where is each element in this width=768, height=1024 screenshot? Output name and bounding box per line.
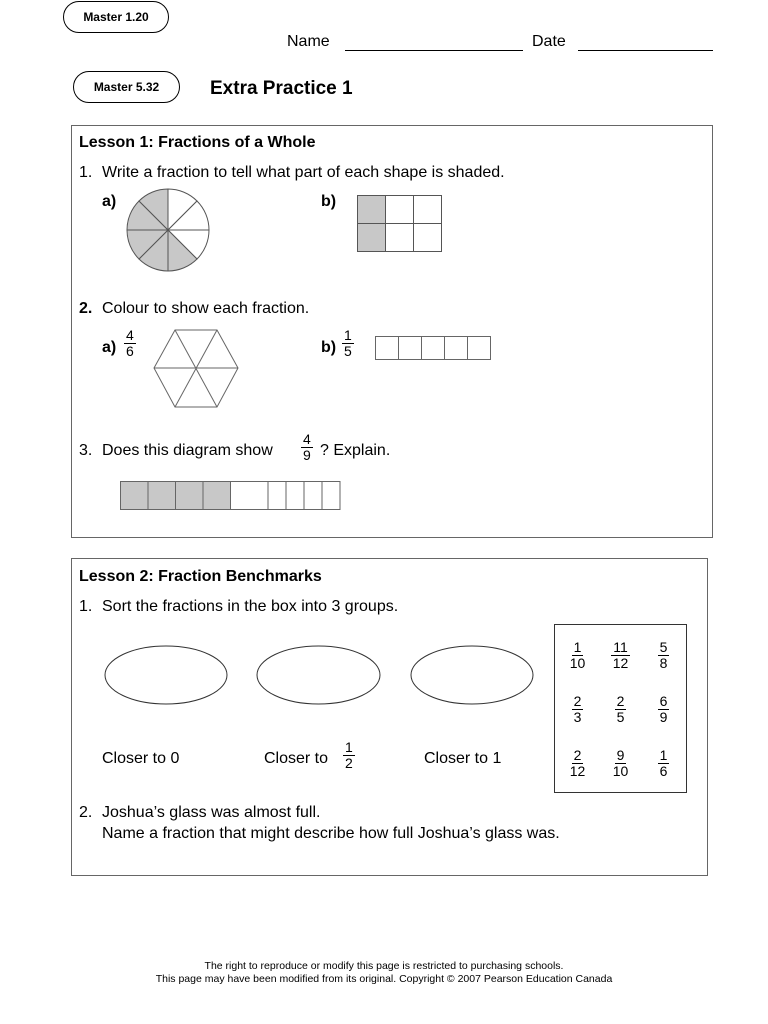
l1-q1-a-label: a) bbox=[102, 193, 117, 210]
sorting-ellipse-closer-to-1[interactable] bbox=[410, 645, 534, 705]
fractions-grid bbox=[556, 628, 685, 790]
fraction-item bbox=[556, 682, 599, 736]
page-title: Extra Practice 1 bbox=[210, 78, 353, 99]
lesson1-title: Lesson 1: Fractions of a Whole bbox=[79, 134, 316, 151]
master-badge-top: Master 1.20 bbox=[63, 1, 169, 33]
name-field[interactable] bbox=[345, 50, 523, 51]
shaded-rectangle-sixths bbox=[357, 195, 443, 253]
fraction-numerator: 5 bbox=[659, 638, 668, 655]
fraction-numerator: 2 bbox=[573, 746, 582, 763]
diagram-unequal-strip bbox=[120, 481, 342, 512]
l2-q1-text: Sort the fractions in the box into 3 groups. bbox=[102, 598, 399, 615]
fraction-numerator: 6 bbox=[659, 692, 668, 709]
l2-q2-line2: Name a fraction that might describe how full Joshua’s glass was. bbox=[102, 825, 560, 842]
l1-q3-text-after: ? Explain. bbox=[320, 442, 391, 459]
fraction-denominator: 12 bbox=[569, 762, 586, 779]
sorting-ellipse-closer-to-half[interactable] bbox=[256, 645, 381, 705]
fraction-item bbox=[642, 736, 685, 790]
l1-q1-number: 1. bbox=[79, 164, 93, 181]
fraction-numerator: 1 bbox=[659, 746, 668, 763]
fraction-denominator: 6 bbox=[126, 343, 134, 359]
l1-q2-number: 2. bbox=[79, 300, 93, 317]
fraction-denominator: 8 bbox=[659, 654, 668, 671]
fraction-denominator: 10 bbox=[612, 762, 629, 779]
fraction-four-ninths bbox=[301, 432, 313, 463]
fraction-item bbox=[642, 628, 685, 682]
l1-q2-a-label: a) bbox=[102, 339, 117, 356]
fraction-numerator: 2 bbox=[616, 692, 625, 709]
fraction-numerator: 2 bbox=[573, 692, 582, 709]
fraction-denominator: 5 bbox=[344, 343, 352, 359]
fraction-numerator: 1 bbox=[344, 327, 352, 343]
l1-q1-text: Write a fraction to tell what part of each shape is shaded. bbox=[102, 164, 505, 181]
fraction-numerator: 4 bbox=[303, 431, 311, 447]
fraction-item bbox=[599, 736, 642, 790]
fraction-four-sixths bbox=[124, 328, 136, 359]
lesson2-title: Lesson 2: Fraction Benchmarks bbox=[79, 568, 322, 585]
fraction-item bbox=[556, 628, 599, 682]
l1-q1-b-label: b) bbox=[321, 193, 337, 210]
l2-q1-number: 1. bbox=[79, 598, 93, 615]
footer-line-1: The right to reproduce or modify this page is restricted to purchasing schools. bbox=[204, 960, 564, 972]
fraction-item bbox=[556, 736, 599, 790]
fraction-numerator: 11 bbox=[613, 638, 628, 655]
fraction-denominator: 2 bbox=[345, 755, 353, 771]
fraction-denominator: 5 bbox=[616, 708, 625, 725]
fraction-denominator: 12 bbox=[612, 654, 629, 671]
l1-q2-b-label: b) bbox=[321, 339, 337, 356]
l2-q2-line1: Joshua’s glass was almost full. bbox=[102, 804, 321, 821]
name-label: Name bbox=[287, 33, 330, 50]
fraction-numerator: 9 bbox=[616, 746, 625, 763]
date-field[interactable] bbox=[578, 50, 713, 51]
group-label-closer-to-0: Closer to 0 bbox=[102, 750, 180, 767]
group-label-closer-to-half: Closer to bbox=[264, 750, 329, 767]
group-label-closer-to-1: Closer to 1 bbox=[424, 750, 502, 767]
fraction-numerator: 1 bbox=[573, 638, 582, 655]
fraction-numerator: 4 bbox=[126, 327, 134, 343]
date-label: Date bbox=[532, 33, 566, 50]
footer-line-2: This page may have been modified from its original. Copyright © 2007 Pearson Education Canada bbox=[155, 973, 613, 985]
fraction-item bbox=[642, 682, 685, 736]
fraction-denominator: 10 bbox=[569, 654, 586, 671]
shaded-circle-eighths bbox=[125, 187, 211, 273]
l1-q2-text: Colour to show each fraction. bbox=[102, 300, 310, 317]
fraction-denominator: 6 bbox=[659, 762, 668, 779]
strip-fifths-to-colour[interactable] bbox=[375, 336, 491, 361]
hexagon-to-colour[interactable] bbox=[152, 329, 240, 409]
fraction-denominator: 3 bbox=[573, 708, 582, 725]
l2-q2-number: 2. bbox=[79, 804, 93, 821]
sorting-ellipse-closer-to-0[interactable] bbox=[104, 645, 228, 705]
fraction-one-fifth bbox=[342, 328, 354, 359]
l1-q3-number: 3. bbox=[79, 442, 93, 459]
fraction-denominator: 9 bbox=[303, 447, 311, 463]
fraction-one-half bbox=[343, 740, 355, 771]
l1-q3-text-before: Does this diagram show bbox=[102, 442, 273, 459]
fraction-denominator: 9 bbox=[659, 708, 668, 725]
master-badge-second: Master 5.32 bbox=[73, 71, 180, 103]
fraction-numerator: 1 bbox=[345, 739, 353, 755]
fraction-item bbox=[599, 628, 642, 682]
fraction-item bbox=[599, 682, 642, 736]
